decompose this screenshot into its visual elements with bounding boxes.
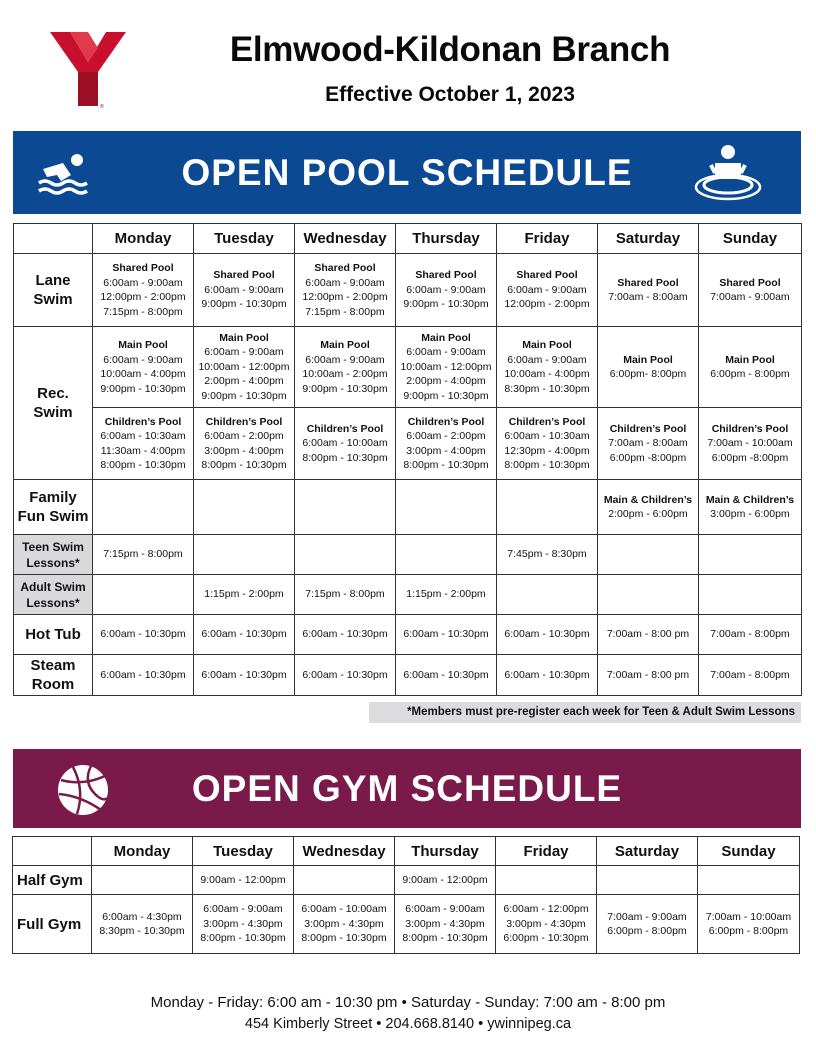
ymca-logo <box>48 28 128 110</box>
schedule-cell: 6:00am - 9:00am 3:00pm - 4:30pm 8:00pm - 10:30pm <box>193 895 294 954</box>
basketball-icon <box>55 762 111 818</box>
day-header: Tuesday <box>194 224 295 254</box>
gym-banner-title: OPEN GYM SCHEDULE <box>191 767 623 809</box>
schedule-cell: 6:00am - 10:30pm <box>194 655 295 696</box>
schedule-cell <box>497 480 598 535</box>
schedule-cell: 7:00am - 10:00am 6:00pm - 8:00pm <box>698 895 800 954</box>
day-header: Sunday <box>699 224 802 254</box>
family-fun-swim-row <box>14 480 802 535</box>
schedule-cell: 1:15pm - 2:00pm <box>396 575 497 615</box>
page-title: Elmwood-Kildonan Branch <box>229 30 671 69</box>
schedule-cell: Main Pool 6:00pm- 8:00pm <box>598 327 699 408</box>
schedule-cell: 6:00am - 10:30pm <box>93 615 194 655</box>
schedule-cell: Main Pool 6:00am - 9:00am 10:00am - 4:00pm 8:30pm - 10:30pm <box>497 327 598 408</box>
schedule-cell <box>93 575 194 615</box>
schedule-cell: Children’s Pool 6:00am - 10:30am 11:30am - 4:00pm 8:00pm - 10:30pm <box>93 408 194 480</box>
schedule-cell: 6:00am - 10:30pm <box>194 615 295 655</box>
corner-cell <box>13 837 92 866</box>
schedule-cell: Children’s Pool 7:00am - 8:00am 6:00pm -8:00pm <box>598 408 699 480</box>
day-header: Wednesday <box>294 837 395 866</box>
swimmer-icon <box>37 151 91 195</box>
gym-day-header-row <box>13 837 800 866</box>
half-gym-row <box>13 866 800 895</box>
schedule-cell <box>295 480 396 535</box>
day-header: Thursday <box>396 224 497 254</box>
day-header: Friday <box>497 224 598 254</box>
schedule-cell: 6:00am - 10:30pm <box>396 655 497 696</box>
corner-cell <box>14 224 93 254</box>
schedule-cell: Children’s Pool 6:00am - 2:00pm 3:00pm - 4:00pm 8:00pm - 10:30pm <box>194 408 295 480</box>
rec-swim-children-row <box>14 408 802 480</box>
schedule-cell <box>194 480 295 535</box>
schedule-cell: 6:00am - 10:30pm <box>497 655 598 696</box>
schedule-cell: Main Pool 6:00am - 9:00am 10:00am - 12:00pm 2:00pm - 4:00pm 9:00pm - 10:30pm <box>194 327 295 408</box>
schedule-cell <box>496 866 597 895</box>
schedule-cell <box>497 575 598 615</box>
schedule-cell: Shared Pool 6:00am - 9:00am 12:00pm - 2:00pm <box>497 254 598 327</box>
schedule-cell: 7:00am - 8:00 pm <box>598 615 699 655</box>
hot-tub-row <box>14 615 802 655</box>
row-label: Rec. Swim <box>14 327 93 480</box>
schedule-cell <box>396 535 497 575</box>
row-label: Full Gym <box>13 895 92 954</box>
schedule-cell: 6:00am - 10:30pm <box>93 655 194 696</box>
schedule-cell: 6:00am - 10:30pm <box>396 615 497 655</box>
row-label: Family Fun Swim <box>14 480 93 535</box>
schedule-cell: 7:00am - 9:00am 6:00pm - 8:00pm <box>597 895 698 954</box>
schedule-cell <box>295 535 396 575</box>
effective-date: Effective October 1, 2023 <box>325 83 575 106</box>
schedule-cell: 7:00am - 8:00pm <box>699 655 802 696</box>
svg-text:®: ® <box>100 104 104 110</box>
teen-swim-row <box>14 535 802 575</box>
schedule-cell: 7:00am - 8:00pm <box>699 615 802 655</box>
pool-schedule-table <box>13 223 802 696</box>
schedule-cell: Shared Pool 7:00am - 8:00am <box>598 254 699 327</box>
day-header: Saturday <box>598 224 699 254</box>
schedule-cell: 1:15pm - 2:00pm <box>194 575 295 615</box>
schedule-cell: 6:00am - 10:00am 3:00pm - 4:30pm 8:00pm - 10:30pm <box>294 895 395 954</box>
schedule-cell: Main & Children’s 3:00pm - 6:00pm <box>699 480 802 535</box>
day-header: Friday <box>496 837 597 866</box>
schedule-cell: Main Pool 6:00am - 9:00am 10:00am - 4:00pm 9:00pm - 10:30pm <box>93 327 194 408</box>
gym-banner <box>13 749 801 828</box>
day-header: Monday <box>92 837 193 866</box>
pool-banner-title: OPEN POOL SCHEDULE <box>181 151 633 193</box>
schedule-cell: Main Pool 6:00pm - 8:00pm <box>699 327 802 408</box>
schedule-cell: 9:00am - 12:00pm <box>193 866 294 895</box>
schedule-cell: 9:00am - 12:00pm <box>395 866 496 895</box>
pool-banner <box>13 131 801 214</box>
schedule-cell: 7:00am - 8:00 pm <box>598 655 699 696</box>
row-label: Lane Swim <box>14 254 93 327</box>
adult-swim-row <box>14 575 802 615</box>
schedule-cell: Main Pool 6:00am - 9:00am 10:00am - 2:00pm 9:00pm - 10:30pm <box>295 327 396 408</box>
day-header: Tuesday <box>193 837 294 866</box>
schedule-cell: 7:45pm - 8:30pm <box>497 535 598 575</box>
schedule-cell: Main & Children’s 2:00pm - 6:00pm <box>598 480 699 535</box>
schedule-cell: Main Pool 6:00am - 9:00am 10:00am - 12:00pm 2:00pm - 4:00pm 9:00pm - 10:30pm <box>396 327 497 408</box>
schedule-cell <box>92 866 193 895</box>
schedule-cell: 6:00am - 10:30pm <box>497 615 598 655</box>
registration-note: *Members must pre-register each week for Teen & Adult Swim Lessons <box>369 702 801 723</box>
schedule-cell: Shared Pool 7:00am - 9:00am <box>699 254 802 327</box>
gym-schedule-table <box>12 836 800 954</box>
schedule-cell <box>699 575 802 615</box>
schedule-cell <box>396 480 497 535</box>
schedule-cell: 6:00am - 4:30pm 8:30pm - 10:30pm <box>92 895 193 954</box>
row-label: Steam Room <box>14 655 93 696</box>
row-label: Teen Swim Lessons* <box>14 535 93 575</box>
row-label: Hot Tub <box>14 615 93 655</box>
page-header <box>0 0 816 125</box>
schedule-cell <box>294 866 395 895</box>
schedule-cell: 6:00am - 10:30pm <box>295 615 396 655</box>
steam-room-row <box>14 655 802 696</box>
day-header: Saturday <box>597 837 698 866</box>
schedule-cell: Shared Pool 6:00am - 9:00am 9:00pm - 10:30pm <box>396 254 497 327</box>
pool-day-header-row <box>14 224 802 254</box>
footer-contact: 454 Kimberly Street • 204.668.8140 • ywinnipeg.ca <box>244 1016 572 1032</box>
schedule-cell <box>194 535 295 575</box>
row-label: Adult Swim Lessons* <box>14 575 93 615</box>
schedule-cell <box>597 866 698 895</box>
schedule-cell: 7:15pm - 8:00pm <box>93 535 194 575</box>
schedule-cell: 6:00am - 9:00am 3:00pm - 4:30pm 8:00pm - 10:30pm <box>395 895 496 954</box>
schedule-cell <box>598 535 699 575</box>
schedule-cell: Children’s Pool 7:00am - 10:00am 6:00pm -8:00pm <box>699 408 802 480</box>
schedule-cell: 6:00am - 12:00pm 3:00pm - 4:30pm 6:00pm - 10:30pm <box>496 895 597 954</box>
rec-swim-main-row <box>14 327 802 408</box>
day-header: Monday <box>93 224 194 254</box>
schedule-cell <box>598 575 699 615</box>
schedule-cell: Children’s Pool 6:00am - 10:00am 8:00pm - 10:30pm <box>295 408 396 480</box>
schedule-cell: Shared Pool 6:00am - 9:00am 12:00pm - 2:00pm 7:15pm - 8:00pm <box>93 254 194 327</box>
schedule-cell: Shared Pool 6:00am - 9:00am 12:00pm - 2:00pm 7:15pm - 8:00pm <box>295 254 396 327</box>
schedule-cell <box>93 480 194 535</box>
schedule-cell: 7:15pm - 8:00pm <box>295 575 396 615</box>
hot-tub-icon <box>693 143 763 203</box>
row-label: Half Gym <box>13 866 92 895</box>
lane-swim-row <box>14 254 802 327</box>
footer-hours: Monday - Friday: 6:00 am - 10:30 pm • Saturday - Sunday: 7:00 am - 8:00 pm <box>150 994 666 1011</box>
schedule-cell: Children’s Pool 6:00am - 10:30am 12:30pm - 4:00pm 8:00pm - 10:30pm <box>497 408 598 480</box>
day-header: Sunday <box>698 837 800 866</box>
full-gym-row <box>13 895 800 954</box>
schedule-cell: 6:00am - 10:30pm <box>295 655 396 696</box>
schedule-cell <box>699 535 802 575</box>
schedule-cell: Shared Pool 6:00am - 9:00am 9:00pm - 10:30pm <box>194 254 295 327</box>
schedule-cell: Children’s Pool 6:00am - 2:00pm 3:00pm - 4:00pm 8:00pm - 10:30pm <box>396 408 497 480</box>
day-header: Thursday <box>395 837 496 866</box>
schedule-cell <box>698 866 800 895</box>
day-header: Wednesday <box>295 224 396 254</box>
